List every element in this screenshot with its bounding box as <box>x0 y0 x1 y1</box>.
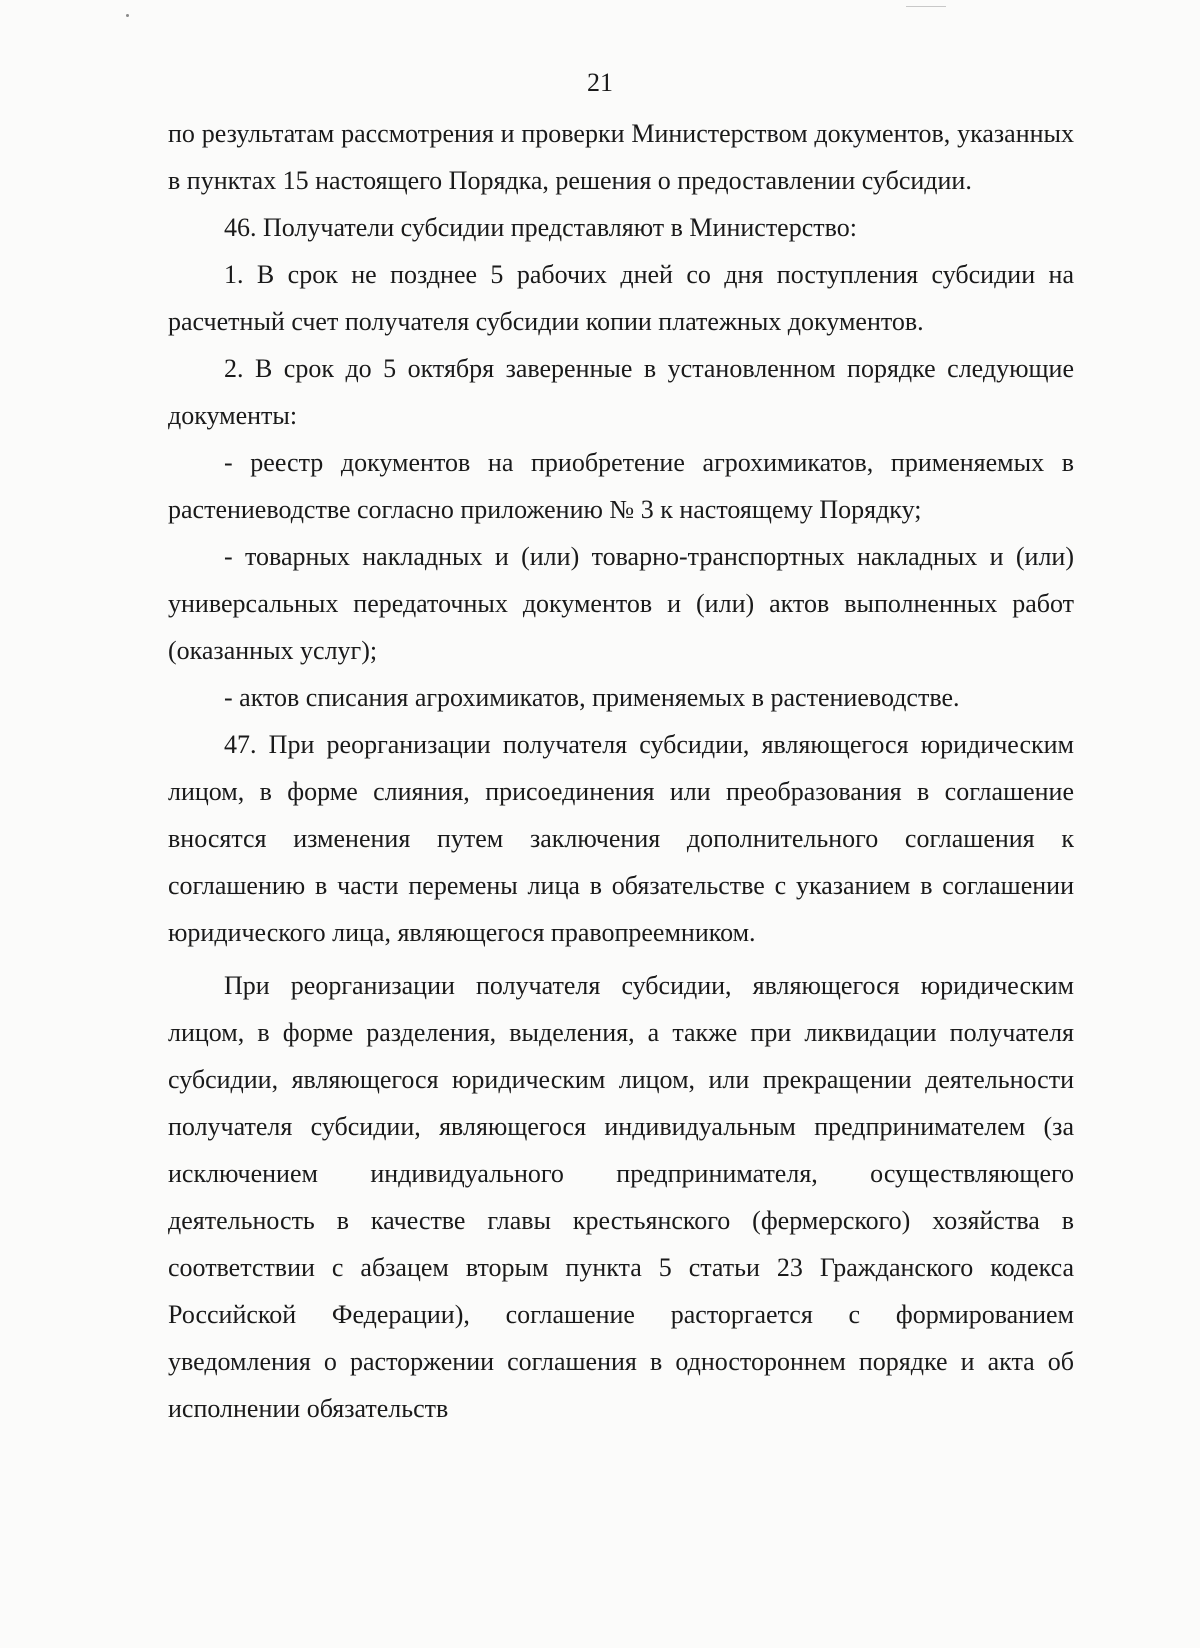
paragraph-46-item-1: 1. В срок не позднее 5 рабочих дней со дня поступления субсидии на расчетный счет получателя субсидии копии платежных документов. <box>168 260 1074 336</box>
document-body <box>168 110 1074 1432</box>
paragraph-47-reorganization: При реорганизации получателя субсидии, являющегося юридическим лицом, в форме разделения, выделения, а также при ликвидации получателя субсидии, являющегося юридическим лицом, или прекращении деятельности получателя субсидии, являющегося индивидуальным предпринимателем (за исключением индивидуального предпринимателя, осуществляющего деятельность в качестве главы крестьянского (фермерского) хозяйства в соответствии с абзацем вторым пункта 5 статьи 23 Гражданского кодекса Российской Федерации), соглашение расторгается с формированием уведомления о расторжении соглашения в одностороннем порядке и акта об исполнении обязательств <box>168 971 1074 1423</box>
list-item-invoices: - товарных накладных и (или) товарно-транспортных накладных и (или) универсальных передаточных документов и (или) актов выполненных работ (оказанных услуг); <box>168 542 1074 665</box>
paragraph-46-item-2: 2. В срок до 5 октября заверенные в установленном порядке следующие документы: <box>168 354 1074 430</box>
list-item-writeoff-acts: - актов списания агрохимикатов, применяемых в растениеводстве. <box>224 683 960 712</box>
scan-mark <box>906 6 946 7</box>
paragraph-46: 46. Получатели субсидии представляют в Министерство: <box>224 213 857 242</box>
page-number: 21 <box>587 68 613 97</box>
list-item-registry: - реестр документов на приобретение агрохимикатов, применяемых в растениеводстве согласно приложению № 3 к настоящему Порядку; <box>168 448 1074 524</box>
scan-speck <box>126 14 129 17</box>
paragraph-continuation: по результатам рассмотрения и проверки Министерством документов, указанных в пунктах 15 настоящего Порядка, решения о предоставлении субсидии. <box>168 119 1074 195</box>
paragraph-47: 47. При реорганизации получателя субсидии, являющегося юридическим лицом, в форме слияния, присоединения или преобразования в соглашение вносятся изменения путем заключения дополнительного соглашения к соглашению в части перемены лица в обязательстве с указанием в соглашении юридического лица, являющегося правопреемником. <box>168 730 1074 947</box>
